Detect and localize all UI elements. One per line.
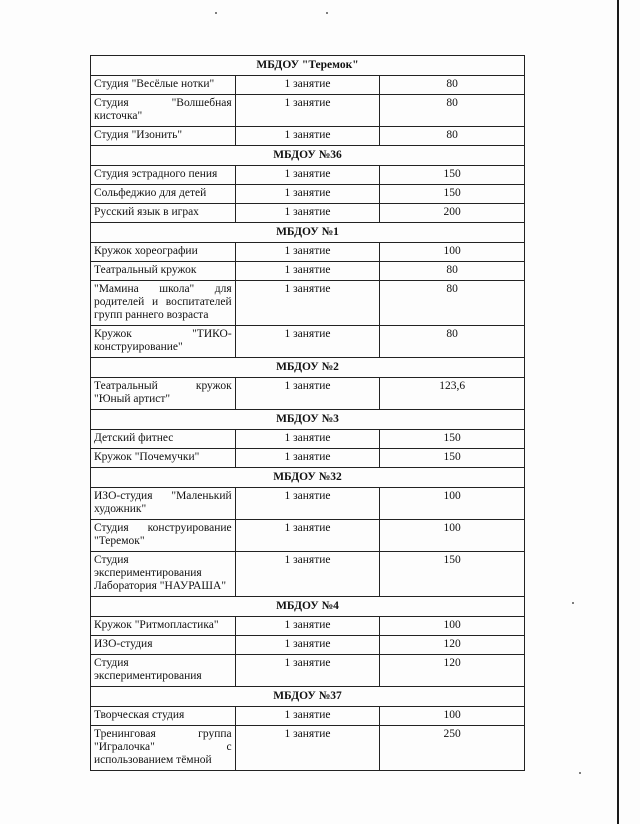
section-title: МБДОУ №36 (91, 146, 525, 166)
price-cell: 80 (380, 281, 525, 326)
table-row (91, 166, 525, 185)
table-row (91, 617, 525, 636)
price-cell: 150 (380, 185, 525, 204)
table-row (91, 262, 525, 281)
table-row (91, 449, 525, 468)
unit-cell: 1 занятие (235, 707, 380, 726)
unit-cell: 1 занятие (235, 95, 380, 127)
price-cell: 150 (380, 430, 525, 449)
unit-cell: 1 занятие (235, 655, 380, 687)
unit-cell: 1 занятие (235, 488, 380, 520)
unit-cell: 1 занятие (235, 726, 380, 771)
service-name-cell: Сольфеджио для детей (91, 185, 236, 204)
section-title: МБДОУ №37 (91, 687, 525, 707)
table-row (91, 185, 525, 204)
service-name-cell: Студия экспериментирования Лаборатория "НАУРАША" (91, 552, 236, 597)
price-cell: 120 (380, 636, 525, 655)
section-header-row (91, 223, 525, 243)
price-cell: 100 (380, 707, 525, 726)
price-cell: 80 (380, 262, 525, 281)
table-row (91, 127, 525, 146)
table-row (91, 430, 525, 449)
price-cell: 100 (380, 488, 525, 520)
service-name-cell: ИЗО-студия (91, 636, 236, 655)
unit-cell: 1 занятие (235, 76, 380, 95)
service-name-cell: Кружок "Ритмопластика" (91, 617, 236, 636)
service-name-cell: Студия "Весёлые нотки" (91, 76, 236, 95)
service-name-cell: Кружок "Почемучки" (91, 449, 236, 468)
unit-cell: 1 занятие (235, 127, 380, 146)
service-name-cell: Кружок "ТИКО-конструирование" (91, 326, 236, 358)
price-cell: 150 (380, 552, 525, 597)
section-title: МБДОУ №1 (91, 223, 525, 243)
table-row (91, 281, 525, 326)
service-name-cell: Тренинговая группа "Игралочка" с использованием тёмной (91, 726, 236, 771)
unit-cell: 1 занятие (235, 166, 380, 185)
service-name-cell: Детский фитнес (91, 430, 236, 449)
table-row (91, 636, 525, 655)
price-cell: 80 (380, 326, 525, 358)
section-title: МБДОУ №3 (91, 410, 525, 430)
unit-cell: 1 занятие (235, 378, 380, 410)
table-row (91, 726, 525, 771)
scan-edge-line (617, 0, 619, 824)
table-row (91, 520, 525, 552)
section-header-row (91, 687, 525, 707)
service-name-cell: Студия "Изонить" (91, 127, 236, 146)
scan-speck (215, 12, 217, 14)
section-header-row (91, 468, 525, 488)
scan-speck (326, 12, 328, 14)
section-title: МБДОУ №2 (91, 358, 525, 378)
section-header-row (91, 597, 525, 617)
section-title: МБДОУ №32 (91, 468, 525, 488)
price-cell: 100 (380, 243, 525, 262)
price-cell: 150 (380, 166, 525, 185)
unit-cell: 1 занятие (235, 520, 380, 552)
table-row (91, 243, 525, 262)
service-name-cell: Студия "Волшебная кисточка" (91, 95, 236, 127)
price-cell: 80 (380, 76, 525, 95)
unit-cell: 1 занятие (235, 262, 380, 281)
table-row (91, 95, 525, 127)
service-name-cell: "Мамина школа" для родителей и воспитателей групп раннего возраста (91, 281, 236, 326)
service-name-cell: Студия экспериментирования (91, 655, 236, 687)
service-name-cell: Студия эстрадного пения (91, 166, 236, 185)
price-cell: 80 (380, 95, 525, 127)
price-cell: 150 (380, 449, 525, 468)
table-row (91, 552, 525, 597)
price-cell: 123,6 (380, 378, 525, 410)
unit-cell: 1 занятие (235, 449, 380, 468)
service-name-cell: Русский язык в играх (91, 204, 236, 223)
unit-cell: 1 занятие (235, 636, 380, 655)
unit-cell: 1 занятие (235, 617, 380, 636)
scan-speck (579, 772, 581, 774)
service-name-cell: Кружок хореографии (91, 243, 236, 262)
service-name-cell: ИЗО-студия "Маленький художник" (91, 488, 236, 520)
table-row (91, 488, 525, 520)
price-cell: 120 (380, 655, 525, 687)
table-row (91, 76, 525, 95)
unit-cell: 1 занятие (235, 281, 380, 326)
table-row (91, 378, 525, 410)
price-cell: 100 (380, 520, 525, 552)
price-cell: 80 (380, 127, 525, 146)
unit-cell: 1 занятие (235, 185, 380, 204)
scan-speck (572, 602, 574, 604)
table-row (91, 707, 525, 726)
unit-cell: 1 занятие (235, 552, 380, 597)
service-name-cell: Театральный кружок (91, 262, 236, 281)
table-row (91, 204, 525, 223)
table-row (91, 655, 525, 687)
table-row (91, 326, 525, 358)
unit-cell: 1 занятие (235, 430, 380, 449)
unit-cell: 1 занятие (235, 204, 380, 223)
price-cell: 250 (380, 726, 525, 771)
price-cell: 100 (380, 617, 525, 636)
section-title: МБДОУ "Теремок" (91, 56, 525, 76)
price-cell: 200 (380, 204, 525, 223)
unit-cell: 1 занятие (235, 243, 380, 262)
service-name-cell: Студия конструирование "Теремок" (91, 520, 236, 552)
price-table (90, 55, 525, 771)
service-name-cell: Творческая студия (91, 707, 236, 726)
section-title: МБДОУ №4 (91, 597, 525, 617)
service-name-cell: Театральный кружок "Юный артист" (91, 378, 236, 410)
section-header-row (91, 146, 525, 166)
unit-cell: 1 занятие (235, 326, 380, 358)
section-header-row (91, 358, 525, 378)
price-table-body (91, 56, 525, 771)
section-header-row (91, 56, 525, 76)
section-header-row (91, 410, 525, 430)
